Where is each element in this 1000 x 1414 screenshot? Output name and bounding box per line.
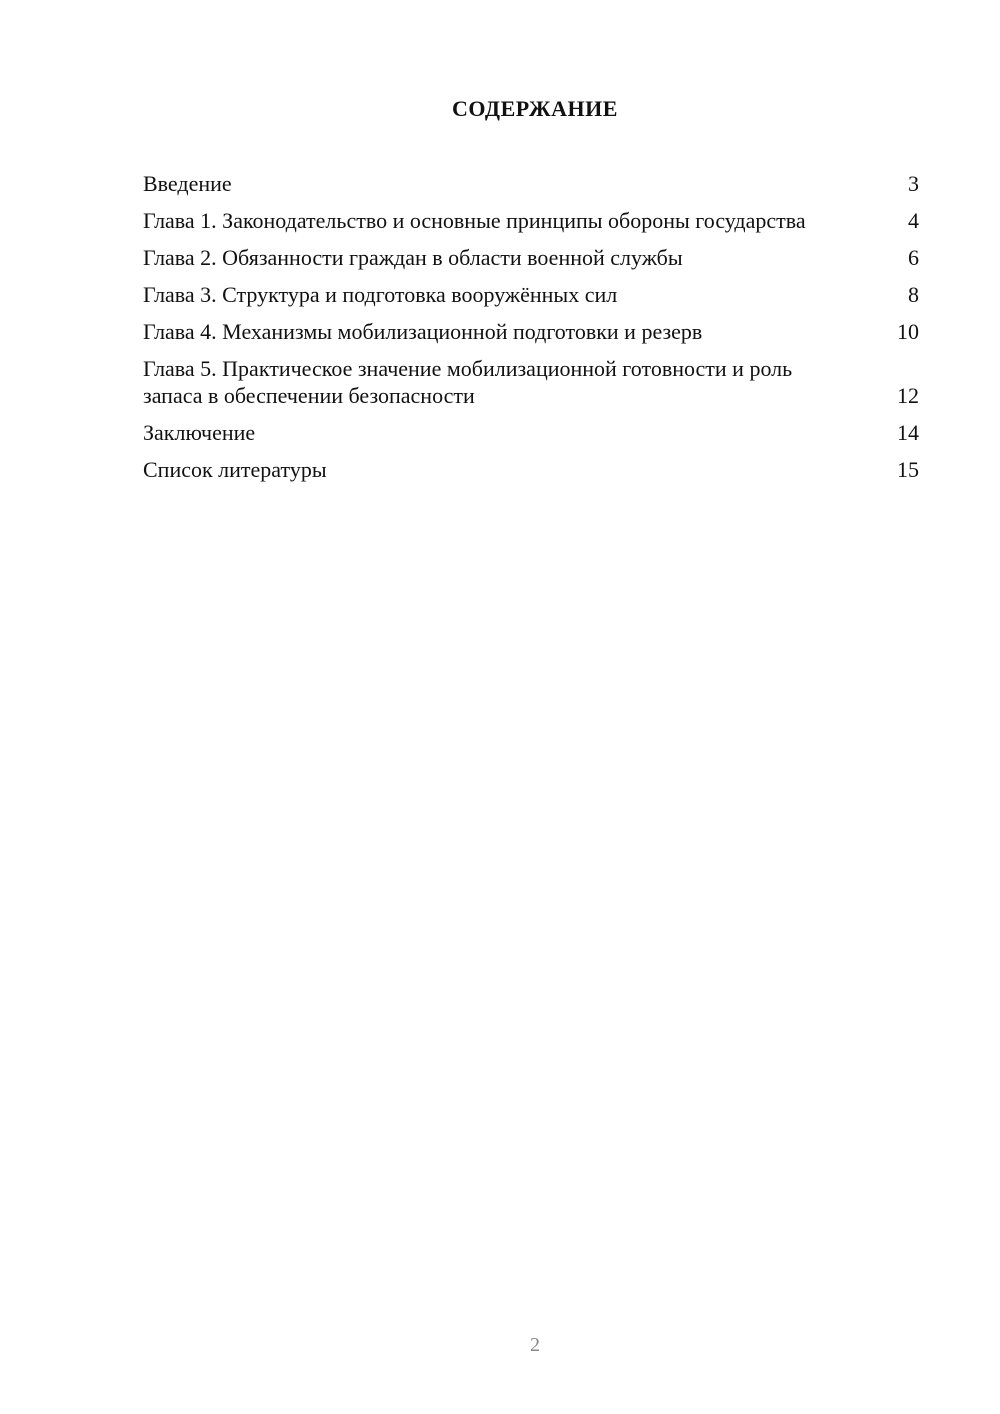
toc-item-page: 12 — [897, 383, 919, 408]
page-title: СОДЕРЖАНИЕ — [452, 96, 618, 121]
toc-item-title: Глава 1. Законодательство и основные принципы обороны государства — [143, 208, 806, 233]
toc-item — [143, 456, 919, 483]
toc-item-title: Глава 3. Структура и подготовка вооружённых сил — [143, 282, 618, 307]
toc-item — [143, 318, 919, 345]
toc-item-title: Глава 4. Механизмы мобилизационной подготовки и резерв — [143, 319, 703, 344]
toc-item-page: 4 — [908, 208, 919, 233]
toc-item — [143, 207, 919, 234]
toc-item — [143, 244, 919, 271]
toc-item-title: Глава 5. Практическое значение мобилизационной готовности и роль запаса в обеспечении безопасности — [143, 356, 793, 408]
toc-item-page: 15 — [897, 457, 919, 482]
toc-item — [143, 170, 919, 197]
toc-item — [143, 281, 919, 308]
toc-item-title: Глава 2. Обязанности граждан в области военной службы — [143, 245, 683, 270]
toc-item-page: 6 — [908, 245, 919, 270]
toc-item-title: Введение — [143, 171, 232, 196]
toc-item — [143, 355, 919, 409]
toc-item-page: 14 — [897, 420, 919, 445]
toc-item — [143, 419, 919, 446]
toc-item-page: 3 — [908, 171, 919, 196]
toc-item-page: 8 — [908, 282, 919, 307]
toc-item-page: 10 — [897, 319, 919, 344]
page-number: 2 — [530, 1334, 540, 1356]
toc-item-title: Заключение — [143, 420, 256, 445]
toc-item-title: Список литературы — [143, 457, 327, 482]
table-of-contents — [143, 170, 919, 493]
